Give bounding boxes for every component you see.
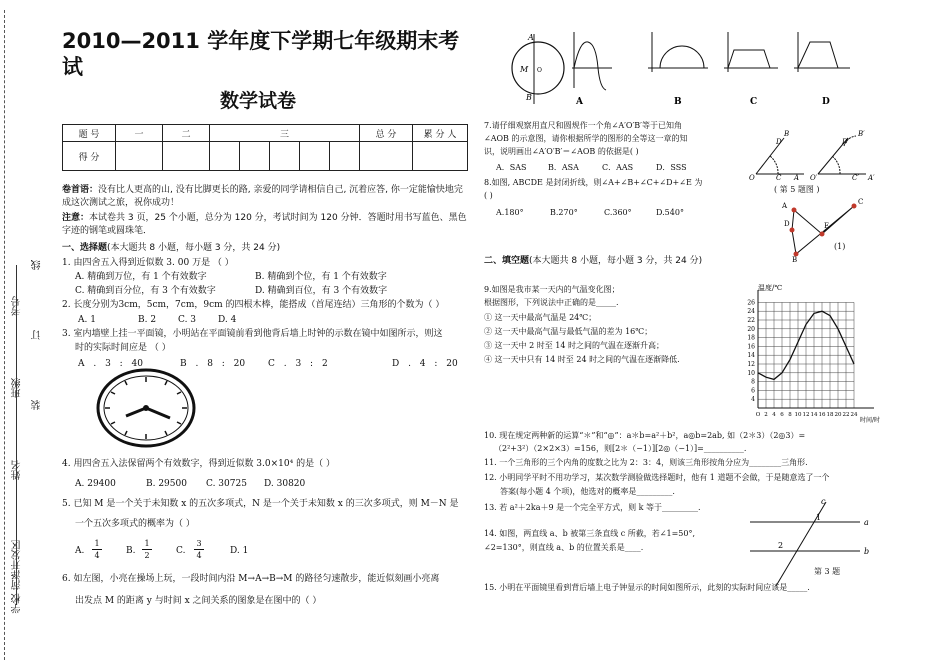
fig7-label: A′ (868, 174, 875, 182)
q5-frac-a (92, 538, 102, 561)
notice-text (62, 212, 470, 238)
fig8-label: B (792, 256, 798, 262)
x-tick-label: 8 (788, 412, 792, 418)
fig14-label-b: b (864, 547, 870, 556)
y-tick-label: 10 (747, 369, 755, 377)
score-cell[interactable] (116, 142, 163, 171)
q2-option[interactable]: A. 1 (78, 315, 96, 325)
q7-option[interactable]: D．SSS (656, 163, 687, 172)
q12-stem-1: 12. 小明同学平时不用功学习，某次数学测验做选择题时，他有 1 道题不会做，于是随意选了一个 (484, 473, 830, 482)
notice-body: 本试卷共 3 页，25 个小题，总分为 120 分，考试时间为 120 分钟．答题时用书写蓝色、黑色字迹的钢笔或圆珠笔． (62, 213, 467, 236)
section1-note: (本大题共 8 小题，每小题 3 分，共 24 分) (107, 243, 281, 253)
q8-option[interactable]: D.540° (656, 208, 684, 217)
q8-option[interactable]: B.270° (550, 208, 578, 217)
fig14-label-2: 2 (778, 541, 784, 550)
section2-note: (本大题共 8 小题，每小题 3 分，共 24 分) (529, 256, 703, 266)
q5-frac-b (142, 538, 152, 561)
score-header: 二 (163, 125, 210, 142)
q7-option[interactable]: C．AAS (602, 163, 634, 172)
q7-stem-1: 7.请仔细观察用直尺和圆规作一个角∠A′O′B′等于已知角 (484, 121, 682, 130)
q4-option[interactable]: B. 29500 (146, 479, 187, 489)
q5-option-b[interactable]: B. (126, 546, 136, 556)
circle-label-m: M (520, 65, 529, 74)
q14-stem-2: ∠2=130°，则直线 a、b 的位置关系是____. (484, 543, 644, 552)
section2-heading (484, 255, 702, 267)
q1-stem: 1. 由四舍五入得到近似数 3. 00 万是 （ ） (62, 258, 234, 268)
school-field: 学校 菏泽开发区 (12, 540, 23, 614)
q7-stem-2: ∠AOB 的示意图，请你根据所学的图形的全等这一章的知 (484, 134, 688, 143)
fig7-label: A (794, 174, 800, 182)
q2-stem: 2. 长度分别为3cm，5cm，7cm，9cm 的四根木棒，能搭成（首尾连结）三角形的个数为（ ） (62, 300, 445, 310)
section1-heading (62, 242, 280, 254)
score-cell[interactable] (163, 142, 210, 171)
q14-caption: 第 3 题 (814, 567, 841, 576)
y-tick-label: 26 (747, 299, 755, 307)
q9-statement: ① 这一天中最高气温是 24℃； (484, 313, 597, 322)
q7-fig-caption: ( 第 5 题图 ) (774, 185, 820, 194)
q5-frac-c (194, 538, 204, 561)
score-cell[interactable] (239, 142, 269, 171)
fig7-label: D (776, 138, 782, 146)
y-tick-label: 4 (751, 396, 755, 404)
frac-den: 4 (94, 551, 100, 560)
score-header: 题 号 (63, 125, 116, 142)
q8-fig-label: (1) (834, 242, 846, 251)
intro-text (62, 184, 470, 210)
fig8-label: D (784, 220, 790, 228)
y-tick-label: 14 (747, 352, 755, 360)
q1-option-d[interactable]: D. 精确到百位，有 3 个有效数字 (255, 286, 388, 296)
zhuang-mark: 装 (32, 400, 43, 410)
y-tick-label: 6 (751, 387, 755, 395)
q2-option[interactable]: B. 2 (138, 315, 157, 325)
q3-option[interactable]: B . 8 : 20 (180, 359, 246, 369)
q5-option-c[interactable]: C. (176, 546, 186, 556)
chart-y-label: 温度/℃ (758, 284, 783, 292)
q12-stem-2: 答案(每小题 4 个项)，他选对的概率是_________. (500, 487, 675, 496)
intro-label: 卷首语： (62, 185, 99, 195)
q2-option[interactable]: D. 4 (218, 315, 237, 325)
q1-option-a[interactable]: A. 精确到万位，有 1 个有效数字 (75, 272, 207, 282)
q1-option-c[interactable]: C. 精确到百分位，有 3 个有效数字 (75, 286, 216, 296)
page-subtitle: 数学试卷 (220, 90, 297, 112)
mirror-clock-figure (94, 366, 202, 452)
q5-option-a[interactable]: A. (75, 546, 85, 556)
fig14-label-a: a (864, 518, 869, 527)
graph-label-a: A (576, 97, 583, 107)
q8-option[interactable]: A.180° (496, 208, 524, 217)
graph-label-c: C (750, 97, 758, 107)
x-tick-label: 2 (764, 412, 768, 418)
name-field: 姓名 (12, 460, 23, 480)
fig14-label-c: c (821, 497, 826, 506)
fig8-label: E (824, 222, 830, 230)
intro-body: 没有比人更高的山, 没有比脚更长的路, 亲爱的同学请相信自己, 沉着应答, 你一定能愉快地完成这次测试之旅，祝你成功！ (62, 185, 463, 208)
q9-stem-2: 根据图形，下列说法中正确的是_____. (484, 298, 619, 307)
q7-stem-3: 识，说明画出∠A′O′B′＝∠AOB 的依据是( ) (484, 147, 639, 156)
x-tick-label: 20 (834, 412, 842, 418)
q9-stem-1: 9.如图是我市某一天内的气温变化图； (484, 285, 620, 294)
q3-option[interactable]: A . 3 : 40 (78, 359, 144, 369)
circle-label-a: A (528, 33, 534, 42)
y-tick-label: 12 (747, 361, 755, 368)
score-cell[interactable] (269, 142, 299, 171)
q4-option[interactable]: A. 29400 (75, 479, 116, 489)
fig7-label: O′ (810, 174, 818, 182)
score-header: 累 分 人 (413, 125, 468, 142)
fig8-label: A (782, 202, 788, 210)
q6-stem: 6. 如左图，小亮在操场上玩，一段时间内沿 M→A→B→M 的路径匀速散步，能近似刻画小亮离 (62, 574, 440, 584)
binding-line (4, 10, 6, 660)
y-tick-label: 22 (747, 317, 755, 324)
q4-option[interactable]: C. 30725 (206, 479, 247, 489)
frac-den: 4 (196, 551, 202, 560)
score-cell[interactable] (413, 142, 468, 171)
score-cell[interactable] (210, 142, 240, 171)
x-tick-label: 12 (802, 412, 810, 418)
section2-title: 二、填空题 (484, 256, 530, 266)
q5-stem: 5. 已知 M 是一个关于未知数 x 的五次多项式，N 是一个关于未知数 x 的三次多项式，则 M－N 是 (62, 499, 459, 509)
fig7-label: C′ (852, 174, 859, 182)
score-row-label: 得 分 (63, 142, 116, 171)
q3-option[interactable]: C . 3 : 2 (268, 359, 328, 369)
y-tick-label: 20 (747, 325, 755, 333)
frac-num: 1 (92, 538, 102, 550)
q11-stem: 11. 一个三角形的三个内角的度数之比为 2：3：4，则该三角形按角分应为________三角形. (484, 458, 808, 467)
fig7-label: D′ (842, 138, 850, 146)
x-tick-label: 6 (780, 412, 784, 418)
q5-option-d[interactable]: D. 1 (230, 546, 249, 556)
x-tick-label: 10 (794, 412, 802, 418)
score-table (62, 124, 468, 171)
score-header: 一 (116, 125, 163, 142)
section1-title: 一、选择题 (62, 243, 108, 253)
x-tick-label: 14 (810, 412, 818, 418)
x-tick-label: O (755, 412, 761, 418)
q7-option[interactable]: A．SAS (496, 163, 527, 172)
temperature-chart (738, 280, 888, 428)
frac-num: 1 (142, 538, 152, 550)
q10-stem-2: （2²+3²）（2×2×3）=156，则[2＊（−1）][2◎（−1）]=__________. (494, 444, 747, 453)
line-mark: 线 (32, 260, 43, 270)
chart-x-label: 时间/时 (860, 417, 881, 424)
q15-stem: 15. 小明在平面镜里看到背后墙上电子钟显示的时间如图所示，此刻的实际时间应该是_____. (484, 583, 810, 592)
circle-label-o: O (537, 67, 542, 74)
frac-den: 2 (144, 551, 150, 560)
q3-stem-cont: 时的实际时间应是 （ ） (75, 343, 171, 353)
binding-rule (16, 265, 18, 605)
score-header: 总 分 (360, 125, 413, 142)
y-tick-label: 24 (747, 308, 755, 316)
q8-stem-2: ( ) (484, 191, 493, 200)
q9-statement: ④ 这一天中只有 14 时至 24 时之间的气温在逐渐降低. (484, 355, 680, 364)
q3-option[interactable]: D . 4 : 20 (392, 359, 458, 369)
q4-stem: 4. 用四舍五入法保留两个有效数字，得到近似数 3.0×10⁴ 的是（ ） (62, 459, 335, 469)
q4-option[interactable]: D. 30820 (264, 479, 306, 489)
x-tick-label: 16 (818, 412, 826, 418)
fig7-label: B′ (858, 130, 865, 138)
q7-option[interactable]: B．ASA (548, 163, 579, 172)
q9-statement: ③ 这一天中 2 时至 14 时之间的气温在逐渐升高； (484, 341, 664, 350)
q13-stem: 13. 若 a²＋2ka＋9 是一个完全平方式，则 k 等于_________. (484, 503, 701, 512)
q8-option[interactable]: C.360° (604, 208, 632, 217)
circle-label-b: B (526, 93, 532, 102)
q3-stem: 3. 室内墙壁上挂一平面镜，小明站在平面镜前看到他背后墙上时钟的示数在镜中如图所示，则这 (62, 329, 443, 339)
y-tick-label: 16 (747, 343, 755, 351)
q14-lines-figure (748, 496, 878, 588)
fig7-label: C (776, 174, 782, 182)
x-tick-label: 4 (772, 412, 776, 418)
score-cell[interactable] (299, 142, 329, 171)
score-cell[interactable] (329, 142, 359, 171)
q8-polyline-figure (778, 196, 878, 262)
q14-stem-1: 14. 如图，两直线 a、b 被第三条直线 c 所截，若∠1=50°, (484, 529, 696, 538)
q1-option-b[interactable]: B. 精确到个位，有 1 个有效数字 (255, 272, 387, 282)
x-tick-label: 22 (842, 412, 850, 418)
score-cell[interactable] (360, 142, 413, 171)
ding-mark: 订 (32, 330, 43, 340)
fig7-label: B (784, 130, 790, 138)
graph-label-b: B (674, 97, 682, 107)
fig14-label-1: 1 (816, 513, 822, 522)
fig7-label: O (749, 174, 755, 182)
graph-label-d: D (822, 97, 830, 107)
x-tick-label: 18 (826, 412, 834, 418)
x-tick-label: 24 (850, 412, 858, 418)
q8-stem-1: 8.如图, ABCDE 是封闭折线，则∠A+∠B+∠C+∠D+∠E 为 (484, 178, 703, 187)
q6-stem-cont: 出发点 M 的距离 y 与时间 x 之间关系的图象是在图中的（ ） (75, 596, 322, 606)
q6-graph-figures (488, 28, 858, 108)
class-field: 班级 (12, 378, 23, 398)
score-header: 三 (210, 125, 360, 142)
frac-num: 3 (194, 538, 204, 550)
number-field: 考号 (12, 296, 23, 316)
q5-stem-cont: 一个五次多项式的概率为（ ） (75, 519, 195, 529)
q2-option[interactable]: C. 3 (178, 315, 197, 325)
notice-label: 注意： (62, 213, 90, 223)
fig8-label: C (858, 198, 864, 206)
y-tick-label: 18 (747, 334, 755, 342)
q10-stem-1: 10. 现在规定两种新的运算“＊”和“◎”：a＊b=a²＋b²，a◎b=2ab, 如（2＊3）（2◎3）= (484, 431, 806, 440)
y-tick-label: 8 (751, 378, 755, 386)
page-title: 2010—2011 学年度下学期七年级期末考试 (62, 29, 460, 79)
q9-statement: ② 这一天中最高气温与最低气温的差为 16℃； (484, 327, 653, 336)
